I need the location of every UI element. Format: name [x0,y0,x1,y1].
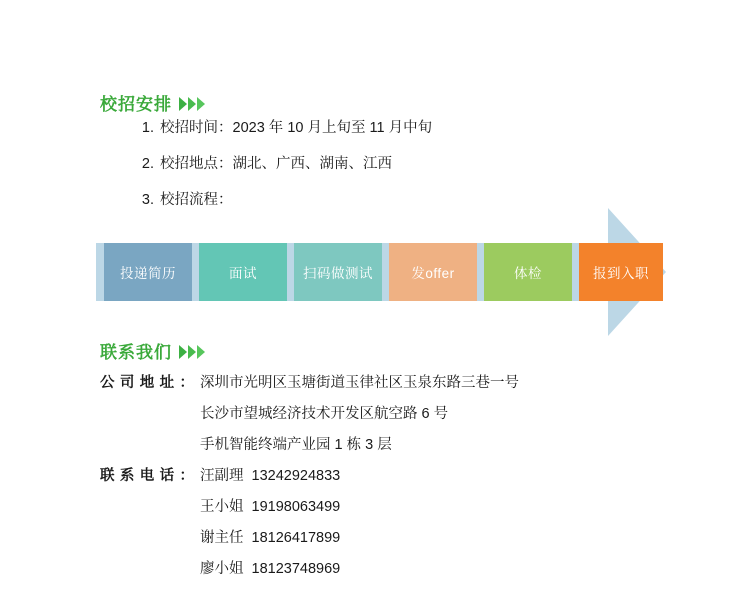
process-step-label: 报到入职 [593,266,649,281]
process-step [579,243,663,301]
list-item-text: 校招时间：2023 年 10 月上旬至 11 月中旬 [160,120,433,136]
address-row [100,430,700,461]
section-heading-recruitment [100,90,205,115]
chevrons-icon [179,345,205,359]
phone-value [200,492,340,523]
phone-label: 联系电话： [100,468,194,484]
process-step-label: 扫码做测试 [303,266,373,281]
process-steps [104,243,663,301]
phone-row [100,461,700,492]
phone-number: 18126417899 [251,530,341,546]
phone-contact-name: 廖小姐 [200,561,244,577]
chevrons-icon [179,97,205,111]
address-line: 手机智能终端产业园 1 栋 3 层 [200,437,392,453]
phone-number: 13242924833 [251,468,341,484]
phone-row [100,523,700,554]
address-row [100,368,700,399]
list-item-text: 校招流程： [160,192,233,208]
contact-block [100,368,700,585]
phone-value [200,461,340,492]
list-item-text: 校招地点：湖北、广西、湖南、江西 [160,156,392,172]
process-flow-diagram [96,208,666,336]
process-step [484,243,572,301]
phone-number: 19198063499 [251,499,341,515]
list-item-number: 3. [141,192,154,208]
chevron-right-icon [179,97,187,111]
process-step-label: 体检 [514,266,542,281]
list-item-number: 2. [141,156,154,172]
chevron-right-icon [179,345,187,359]
phone-row [100,492,700,523]
chevron-right-icon [197,97,205,111]
address-line: 长沙市望城经济技术开发区航空路 6 号 [200,406,449,422]
process-step-label: 面试 [229,266,257,281]
section-title-recruitment: 校招安排 [100,95,172,114]
process-step [104,243,192,301]
phone-value [200,554,340,585]
process-step [199,243,287,301]
phone-contact-name: 王小姐 [200,499,244,515]
phone-row [100,554,700,585]
address-row [100,399,700,430]
list-item-number: 1. [141,120,154,136]
process-step-label: 发offer [411,266,455,281]
address-label: 公司地址： [100,375,194,391]
list-item [128,118,688,138]
list-item [128,154,688,174]
process-step [294,243,382,301]
process-step-label: 投递简历 [120,266,176,281]
phone-number: 18123748969 [251,561,341,577]
process-step [389,243,477,301]
section-title-contact: 联系我们 [100,343,172,362]
chevron-right-icon [188,345,196,359]
section-heading-contact [100,338,205,363]
phone-value [200,523,340,554]
chevron-right-icon [188,97,196,111]
phone-contact-name: 汪副理 [200,468,244,484]
address-line: 深圳市光明区玉塘街道玉律社区玉泉东路三巷一号 [200,375,519,391]
list-item [128,190,688,210]
phone-contact-name: 谢主任 [200,530,244,546]
chevron-right-icon [197,345,205,359]
